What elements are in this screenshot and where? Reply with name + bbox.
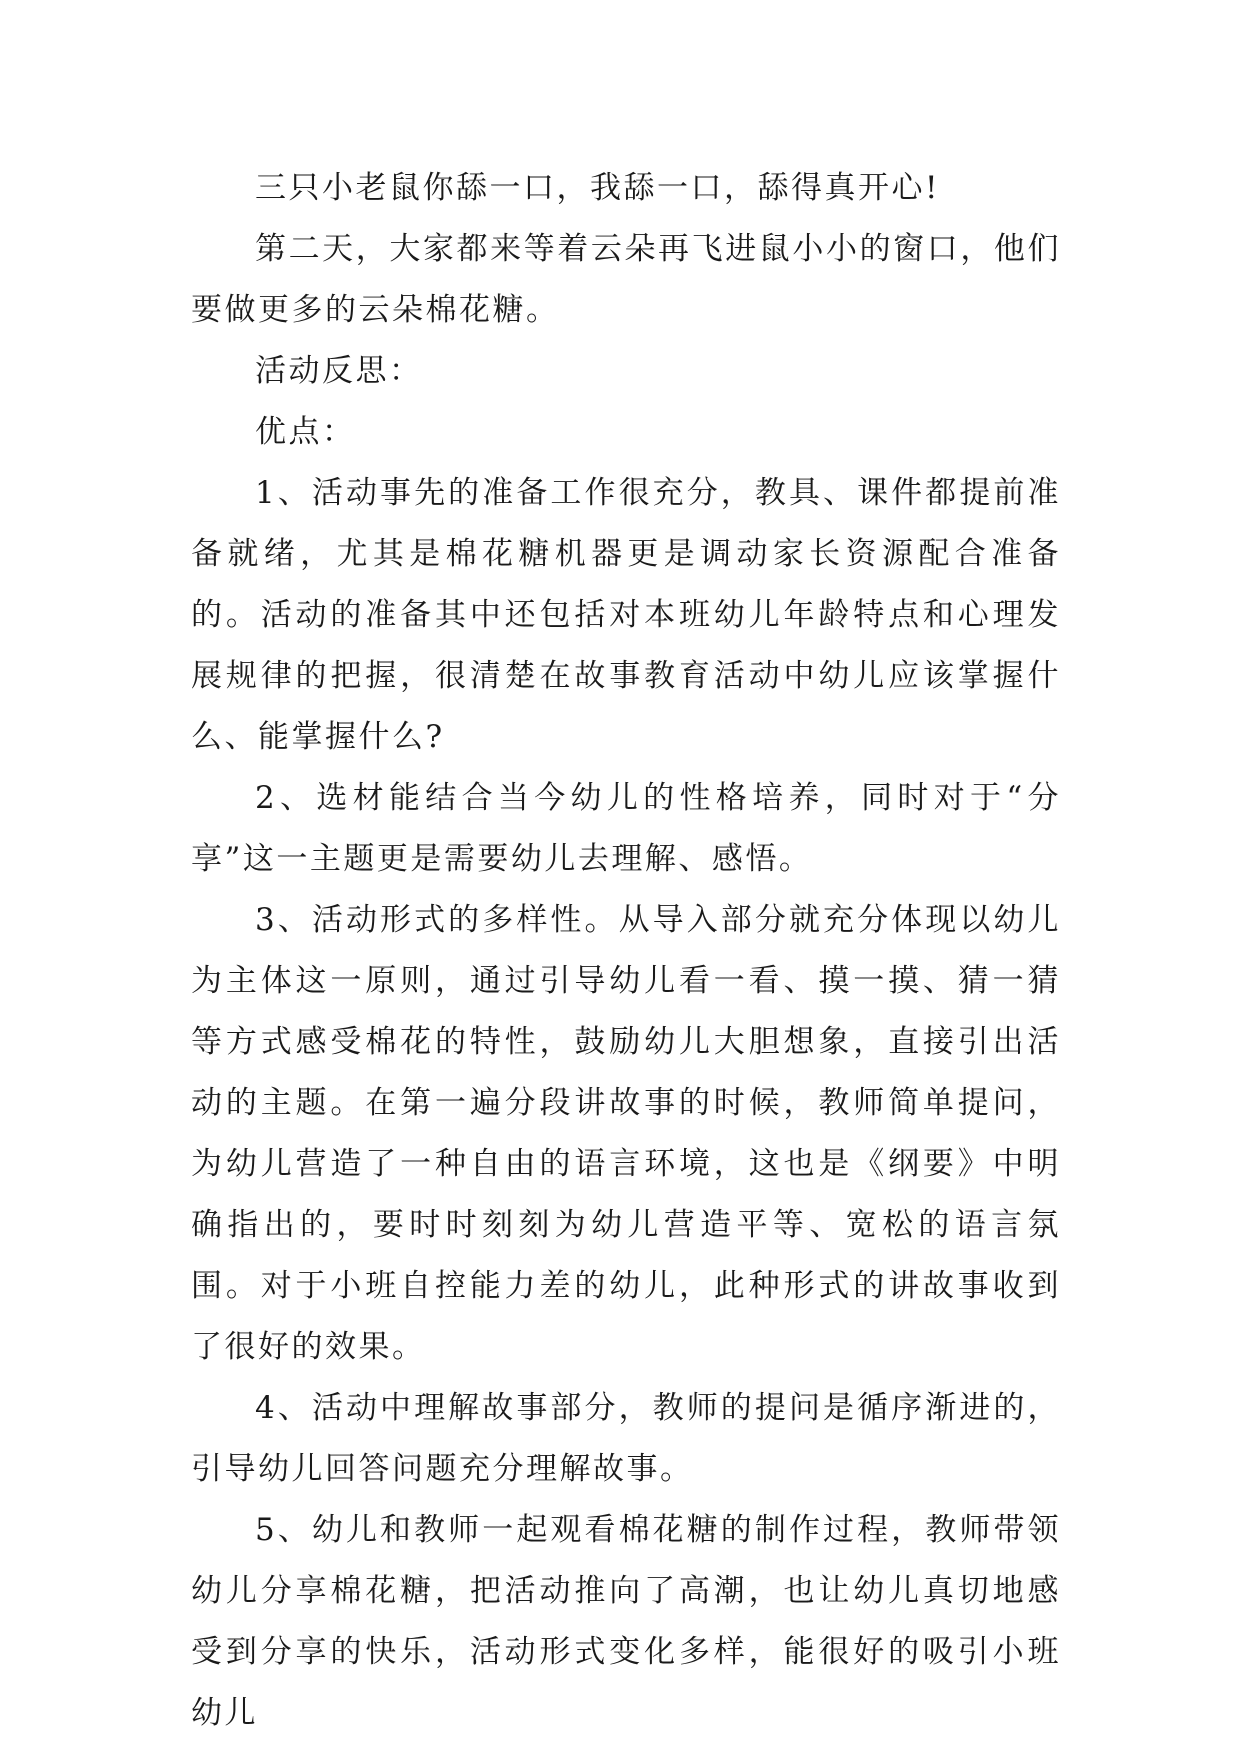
paragraph-point-5: 5、幼儿和教师一起观看棉花糖的制作过程，教师带领幼儿分享棉花糖，把活动推向了高潮，也让幼儿真切地感受到分享的快乐，活动形式变化多样，能很好的吸引小班幼儿 bbox=[191, 1512, 1061, 1731]
document-body bbox=[191, 158, 1061, 1744]
paragraph-next-day: 第二天，大家都来等着云朵再飞进鼠小小的窗口，他们要做更多的云朵棉花糖。 bbox=[191, 231, 1061, 328]
paragraph-point-2: 2、选材能结合当今幼儿的性格培养，同时对于“分享”这一主题更是需要幼儿去理解、感悟。 bbox=[191, 780, 1061, 877]
heading-activity-reflection: 活动反思： bbox=[255, 353, 423, 389]
paragraph-point-3: 3、活动形式的多样性。从导入部分就充分体现以幼儿为主体这一原则，通过引导幼儿看一看、摸一摸、猜一猜等方式感受棉花的特性，鼓励幼儿大胆想象，直接引出活动的主题。在第一遍分段讲故事的时候，教师简单提问，为幼儿营造了一种自由的语言环境，这也是《纲要》中明确指出的，要时时刻刻为幼儿营造平等、宽松的语言氛围。对于小班自控能力差的幼儿，此种形式的讲故事收到了很好的效果。 bbox=[191, 902, 1061, 1365]
paragraph-story-ending: 三只小老鼠你舔一口，我舔一口，舔得真开心! bbox=[255, 170, 940, 206]
heading-strengths: 优点： bbox=[255, 414, 356, 450]
paragraph-point-1: 1、活动事先的准备工作很充分，教具、课件都提前准备就绪，尤其是棉花糖机器更是调动家长资源配合准备的。活动的准备其中还包括对本班幼儿年龄特点和心理发展规律的把握，很清楚在故事教育活动中幼儿应该掌握什么、能掌握什么? bbox=[191, 475, 1061, 755]
paragraph-point-4: 4、活动中理解故事部分，教师的提问是循序渐进的，引导幼儿回答问题充分理解故事。 bbox=[191, 1390, 1061, 1487]
